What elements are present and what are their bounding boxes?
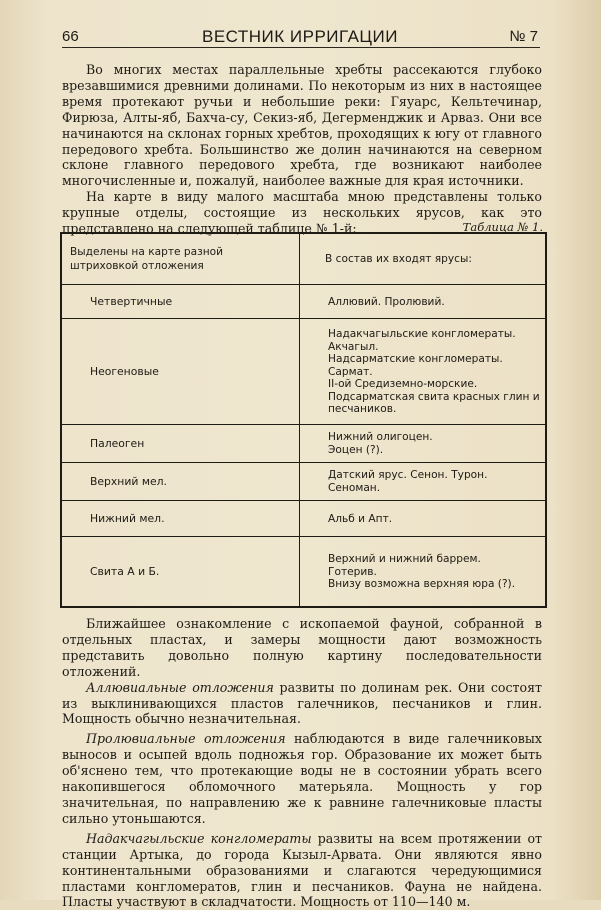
row-label: Четвертичные bbox=[90, 295, 173, 308]
row-label: Нижний мел. bbox=[90, 512, 165, 525]
table-row bbox=[62, 500, 545, 537]
table-row bbox=[62, 462, 545, 501]
table-row bbox=[62, 536, 545, 607]
page-number: 66 bbox=[62, 28, 79, 45]
term-conglomerates: Надакчагыльские конгломераты bbox=[86, 830, 312, 846]
row-stages: Верхний и нижний баррем. Готерив. Внизу возможна верхняя юра (?). bbox=[328, 553, 516, 591]
page-header bbox=[62, 24, 540, 48]
row-label: Неогеновые bbox=[90, 365, 159, 378]
table-row bbox=[62, 284, 545, 319]
row-stages: Альб и Апт. bbox=[328, 512, 393, 525]
header-rule bbox=[62, 47, 540, 48]
paragraph: На карте в виду малого масштаба мною представлены только крупные отделы, состоящие из нескольких ярусов, как это представлено на следующей таблице № 1-й: bbox=[62, 189, 542, 237]
row-label: Верхний мел. bbox=[90, 475, 167, 488]
row-label: Свита А и Б. bbox=[90, 565, 160, 578]
row-stages: Датский ярус. Сенон. Турон. Сеноман. bbox=[328, 469, 488, 494]
journal-title: ВЕСТНИК ИРРИГАЦИИ bbox=[202, 27, 398, 46]
intro-text bbox=[62, 62, 542, 237]
term-proluvial: Пролювиальные отложения bbox=[86, 731, 286, 747]
paragraph: Ближайшее ознакомление с ископаемой фауной, собранной в отдельных пластах, и замеры мощности дают возможность представить довольно полную картину последовательности отложений. bbox=[62, 616, 542, 679]
table-row bbox=[62, 424, 545, 463]
issue-number: № 7 bbox=[509, 28, 538, 45]
term-alluvial: Аллювиальные отложения bbox=[86, 679, 274, 695]
table-caption: Таблица № 1. bbox=[462, 220, 543, 234]
strata-table bbox=[60, 232, 547, 608]
table-row bbox=[62, 318, 545, 425]
row-stages: Нижний олигоцен. Эоцен (?). bbox=[328, 431, 433, 456]
paragraph: Пролювиальные отложения наблюдаются в виде галечниковых выносов и осыпей вдоль подножья гор. Образование их может быть об'яснено тем, что протекающие воды не в состоянии убрать всего накопившегося обломочного матерьяла. Мощность у гор значительная, по направлению же к равнине галечниковые пласты сильно утоньшаются. bbox=[62, 731, 542, 826]
paragraph: Во многих местах параллельные хребты рассекаются глубоко врезавшимися древними долинами. По некоторым из них в настоящее время протекают ручьи и небольшие реки: Гяуарс, Кельтечинар, Фирюза, Алты-яб, Бахча-су, Секиз-яб, Дегерменджик и Арваз. Они все начинаются на склонах горных хребтов, проходящих к югу от главного передового хребта. Большинство же долин начинаются на северном склоне главного передового хребта, где возникают наиболее многочисленные и, пожалуй, наиболее важные для края источники. bbox=[62, 62, 542, 189]
header-right: В состав их входят ярусы: bbox=[325, 253, 472, 265]
row-stages: Надакчагыльские конгломераты. Акчагыл. Надсарматские конгломераты. Сармат. II-ой Средиземно-морские. Подсарматская свита красных глин и песчаников. bbox=[328, 327, 540, 416]
row-label: Палеоген bbox=[90, 437, 145, 450]
paragraph: Аллювиальные отложения развиты по долинам рек. Они состоят из выклинивающихся пластов галечников, песчаников и глин. Мощность обычно незначительная. bbox=[62, 679, 542, 727]
table-header-row bbox=[62, 234, 545, 284]
paragraph: Надакчагыльские конгломераты развиты на всем протяжении от станции Артыка, до города Кызыл-Арвата. Они являются явно континентальными образованиями и слагаются чередующимися пластами конгломератов, глин и песчаников. Фауна не найдена. Пласты участвуют в складчатости. Мощность от 110—140 м. bbox=[62, 830, 542, 910]
post-table-text bbox=[62, 616, 542, 910]
header-left: Выделены на карте разной штриховкой отложения bbox=[70, 246, 224, 272]
row-stages: Аллювий. Пролювий. bbox=[328, 295, 445, 308]
